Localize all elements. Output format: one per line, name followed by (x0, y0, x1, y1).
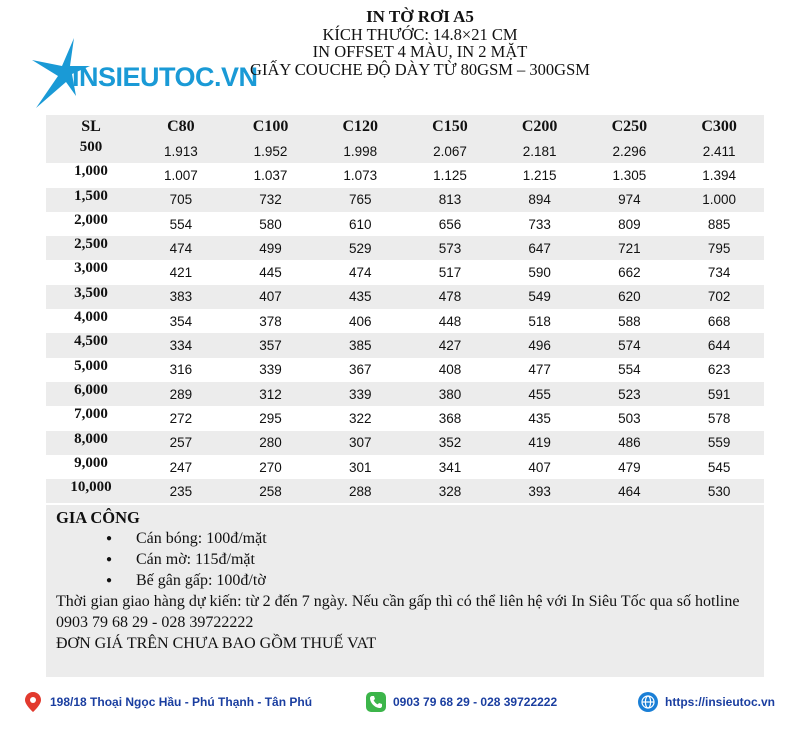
price-cell: 733 (528, 216, 551, 232)
price-cell: 573 (438, 240, 462, 256)
price-cell: 257 (169, 435, 193, 451)
quantity-cell: 5,000 (74, 357, 108, 374)
price-cell: 1.125 (433, 167, 467, 183)
price-cell: 339 (259, 362, 282, 378)
price-cell: 705 (169, 192, 193, 208)
price-cell: 499 (259, 240, 282, 256)
paper-line: GIẤY COUCHE ĐỘ DÀY TỪ 80GSM – 300GSM (250, 59, 590, 79)
price-cell: 623 (707, 362, 731, 378)
price-cell: 2.067 (433, 143, 467, 159)
footer-address (22, 691, 312, 713)
price-cell: 590 (528, 265, 551, 281)
price-cell: 1.007 (163, 167, 198, 183)
price-cell: 580 (259, 216, 282, 232)
list-item: ● Bế gân gấp: 100đ/tờ (106, 570, 764, 591)
price-cell: 406 (348, 313, 372, 329)
quantity-cell: 3,000 (74, 260, 108, 277)
price-cell: 435 (528, 410, 551, 426)
price-cell: 367 (348, 362, 372, 378)
price-cell: 289 (169, 386, 193, 402)
price-cell: 407 (259, 289, 282, 305)
price-cell: 435 (348, 289, 372, 305)
price-cell: 316 (169, 362, 193, 378)
price-cell: 529 (348, 240, 372, 256)
quantity-cell: 500 (79, 139, 103, 155)
table-row (46, 309, 764, 333)
price-cell: 496 (528, 338, 551, 354)
price-cell: 258 (259, 483, 282, 499)
price-cell: 894 (528, 192, 551, 208)
price-cell: 578 (707, 410, 731, 426)
price-cell: 393 (528, 483, 551, 499)
address-text: 198/18 Thoại Ngọc Hầu - Phú Thạnh - Tân Phú (50, 695, 313, 709)
price-cell: 610 (348, 216, 372, 232)
table-row (46, 188, 764, 212)
table-row (46, 358, 764, 382)
table-row (46, 285, 764, 309)
price-cell: 295 (259, 410, 282, 426)
quantity-cell: 4,000 (74, 309, 108, 326)
price-cell: 2.181 (522, 143, 557, 159)
price-cell: 734 (707, 265, 731, 281)
price-table (46, 115, 764, 503)
price-cell: 549 (528, 289, 551, 305)
price-cell: 1.000 (702, 192, 736, 208)
price-cell: 765 (348, 192, 372, 208)
price-cell: 813 (438, 192, 462, 208)
table-row (46, 333, 764, 357)
price-cell: 378 (259, 313, 282, 329)
column-header-c150: C150 (432, 118, 468, 135)
table-row (46, 139, 764, 163)
column-header-c250: C250 (611, 118, 648, 135)
price-cell: 591 (707, 386, 731, 402)
footer (0, 687, 800, 721)
price-cell: 478 (438, 289, 462, 305)
price-cell: 368 (438, 410, 462, 426)
price-cell: 662 (618, 265, 641, 281)
quantity-cell: 3,500 (74, 284, 108, 301)
price-cell: 732 (259, 192, 282, 208)
delivery-note: Thời gian giao hàng dự kiến: từ 2 đến 7 ngày. Nếu cần gấp thì có thể liên hệ với In Siêu Tốc qua số hotline 0903 79 68 29 - 028 39722222 (56, 593, 740, 631)
phone-icon (365, 691, 387, 713)
globe-icon (637, 691, 659, 713)
price-cell: 795 (707, 240, 731, 256)
price-cell: 445 (259, 265, 282, 281)
price-cell: 380 (438, 386, 462, 402)
price-cell: 656 (438, 216, 462, 232)
title: IN TỜ RƠI A5 (366, 7, 474, 26)
list-item: ● Cán mờ: 115đ/mặt (106, 549, 764, 570)
price-cell: 1.394 (702, 167, 736, 183)
price-cell: 322 (348, 410, 372, 426)
price-cell: 1.998 (343, 143, 378, 159)
quantity-cell: 8,000 (74, 430, 108, 447)
quantity-cell: 1,500 (74, 187, 108, 204)
phone-text[interactable]: 0903 79 68 29 - 028 39722222 (393, 695, 558, 709)
price-cell: 668 (707, 313, 731, 329)
price-cell: 455 (528, 386, 551, 402)
price-cell: 530 (707, 483, 731, 499)
price-cell: 352 (438, 435, 462, 451)
price-cell: 235 (169, 483, 193, 499)
table-row (46, 212, 764, 236)
table-row (46, 260, 764, 284)
price-cell: 523 (618, 386, 641, 402)
table-row (46, 431, 764, 455)
price-cell: 809 (618, 216, 641, 232)
price-cell: 357 (259, 338, 282, 354)
column-header-c100: C100 (252, 118, 289, 135)
quantity-cell: 2,500 (74, 236, 108, 253)
list-item: ● Cán bóng: 100đ/mặt (106, 528, 764, 549)
price-cell: 270 (259, 459, 282, 475)
column-header-c120: C120 (342, 118, 379, 135)
price-cell: 301 (348, 459, 372, 475)
price-cell: 1.305 (612, 167, 647, 183)
vat-note: ĐƠN GIÁ TRÊN CHƯA BAO GỒM THUẾ VAT (56, 635, 377, 652)
price-table-wrap (46, 115, 764, 503)
website-link[interactable]: https://insieutoc.vn (665, 695, 776, 709)
quantity-cell: 9,000 (74, 454, 108, 471)
price-cell: 407 (528, 459, 551, 475)
logo-text: INSIEUTOC.VN (72, 62, 258, 92)
location-pin-icon (22, 691, 44, 713)
quantity-cell: 10,000 (70, 479, 112, 496)
price-cell: 1.952 (253, 143, 288, 159)
price-cell: 339 (348, 386, 372, 402)
price-cell: 474 (348, 265, 372, 281)
price-cell: 247 (169, 459, 193, 475)
price-cell: 341 (438, 459, 462, 475)
price-cell: 554 (169, 216, 193, 232)
quantity-cell: 6,000 (74, 381, 108, 398)
price-cell: 328 (438, 483, 462, 499)
price-cell: 1.215 (522, 167, 557, 183)
price-cell: 1.913 (163, 143, 198, 159)
price-cell: 419 (528, 435, 551, 451)
finishing-list (56, 528, 764, 591)
price-cell: 574 (618, 338, 641, 354)
price-cell: 307 (348, 435, 372, 451)
quantity-cell: 7,000 (74, 406, 108, 423)
price-cell: 474 (169, 240, 193, 256)
column-header-c80: C80 (167, 118, 195, 135)
price-cell: 702 (707, 289, 731, 305)
size-line: KÍCH THƯỚC: 14.8×21 CM (322, 24, 518, 44)
price-cell: 354 (169, 313, 193, 329)
price-cell: 464 (618, 483, 641, 499)
notes-box (46, 505, 764, 677)
price-cell: 385 (348, 338, 372, 354)
footer-website[interactable] (637, 691, 775, 713)
page-header (160, 8, 680, 78)
table-header-row (46, 115, 764, 139)
price-cell: 721 (618, 240, 641, 256)
price-cell: 479 (618, 459, 641, 475)
notes-title: GIA CÔNG (56, 508, 140, 527)
column-header-c300: C300 (701, 118, 737, 135)
quantity-cell: 2,000 (74, 211, 108, 228)
price-cell: 644 (707, 338, 731, 354)
table-row (46, 479, 764, 503)
price-cell: 517 (438, 265, 462, 281)
price-cell: 885 (707, 216, 731, 232)
price-cell: 288 (348, 483, 372, 499)
table-row (46, 382, 764, 406)
price-cell: 477 (528, 362, 551, 378)
price-cell: 334 (169, 338, 193, 354)
table-row (46, 236, 764, 260)
column-header-quantity: SL (81, 118, 101, 135)
quantity-cell: 4,500 (74, 333, 108, 350)
price-cell: 545 (707, 459, 731, 475)
table-row (46, 455, 764, 479)
price-cell: 588 (618, 313, 641, 329)
print-line: IN OFFSET 4 MÀU, IN 2 MẶT (312, 42, 528, 61)
price-cell: 427 (438, 338, 462, 354)
price-cell: 280 (259, 435, 282, 451)
table-row (46, 163, 764, 187)
column-header-c200: C200 (521, 118, 558, 135)
price-cell: 448 (438, 313, 462, 329)
footer-phone[interactable] (365, 691, 557, 713)
table-row (46, 406, 764, 430)
price-cell: 312 (259, 386, 282, 402)
price-cell: 272 (169, 410, 193, 426)
price-cell: 518 (528, 313, 551, 329)
price-cell: 554 (618, 362, 641, 378)
price-cell: 1.037 (253, 167, 288, 183)
price-cell: 408 (438, 362, 462, 378)
price-cell: 2.296 (612, 143, 647, 159)
price-cell: 974 (618, 192, 641, 208)
price-cell: 503 (618, 410, 641, 426)
price-cell: 620 (618, 289, 641, 305)
price-cell: 421 (169, 265, 193, 281)
price-cell: 1.073 (343, 167, 378, 183)
price-cell: 559 (707, 435, 731, 451)
quantity-cell: 1,000 (74, 163, 108, 180)
price-cell: 647 (528, 240, 551, 256)
price-cell: 486 (618, 435, 641, 451)
price-cell: 383 (169, 289, 193, 305)
price-cell: 2.411 (702, 143, 736, 159)
